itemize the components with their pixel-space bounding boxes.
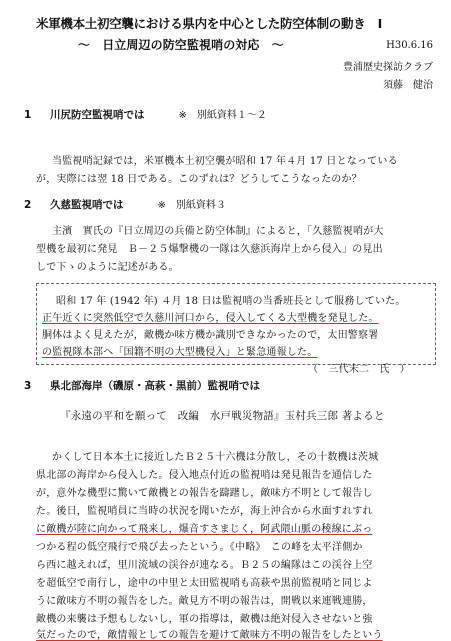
document-title: 米軍機本土初空襲における県内を中心とした防空体制の動き Ⅰ <box>36 16 382 31</box>
section-2-line: 型機を最初に発見 Ｂ－２５爆撃機の一隊は久慈浜海岸上から侵入」の見出 <box>36 244 383 255</box>
section-3-line: かくして日本本土に接近したＢ２５十六機は分散し，その十数機は茨城 <box>52 452 379 463</box>
section-1-heading <box>24 106 267 122</box>
document-date: H30.6.16 <box>386 40 433 51</box>
section-title: 川尻防空監視哨では <box>50 109 145 121</box>
quote-line: の監視隊本部へ「国籍不明の大型機侵入」と緊急通報した。 <box>42 347 318 358</box>
section-number: 2 <box>24 199 32 211</box>
section-reference: ※ 別紙資料３ <box>157 200 226 211</box>
section-number: 3 <box>24 380 32 392</box>
section-3-line: 敵機の来襲は予想もしないし，軍の指導は，敵機は絶対侵入させないと強 <box>36 614 373 625</box>
section-3-line: に敵機が陸に向かって飛来し，爆音すさまじく，阿武隈山脈の稜線にぶっ <box>36 524 373 535</box>
section-1-line: が，実際には翌 18 日である。このずれは？どうしてこうなったのか？ <box>36 174 362 185</box>
section-3-line: つかる程の低空飛行で飛び去ったという。《中略》 この峰を太平洋側か <box>36 542 363 553</box>
section-3-line: ら西に越えれば，里川流域の渓谷が連なる。Ｂ２５の編隊はこの渓谷上空 <box>36 560 373 571</box>
quote-line: 昭和 17 年 (1942 年) ４月 18 日は監視哨の当番班長として服務していた。 <box>56 296 406 307</box>
section-title: 県北部海岸（磯原・高萩・黒前）監視哨では <box>50 380 260 392</box>
section-3-line: うに敵味方不明の報告をした。敵見方不明の報告は，開戦以来連戦連勝， <box>36 596 373 607</box>
section-3-heading <box>24 378 260 393</box>
section-title: 久慈監視哨では <box>50 199 124 211</box>
section-number: 1 <box>24 109 32 121</box>
author-name: 須藤 健治 <box>383 80 433 91</box>
section-3-line: た。後日，監視哨員に当時の状況を聞いたが，海上沖合から水面すれすれ <box>36 506 373 517</box>
quote-attribution: （ 三代末二 氏 ） <box>308 364 410 375</box>
quote-line: 正午近くに突然低空で久慈川河口から，侵入してくる大型機を発見した。 <box>42 313 379 324</box>
document-subtitle: ～ 日立周辺の防空監視哨の対応 ～ <box>78 38 284 52</box>
quote-line-part: 胴体はよく見えたが，敵機か味方機か識別できなかったので，太田警察署 <box>42 330 379 341</box>
source-citation: 『永遠の平和を願って 改編 水戸戦災物語』玉村兵三郎 著よると <box>60 410 385 422</box>
section-3-line: を超低空で南行し，途中の中里と太田監視哨も高萩や黒前監視哨と同じよ <box>36 578 373 589</box>
section-3-line: が，意外な機型に驚いて敵機との報告を躊躇し，敵味方不明として報告し <box>36 488 373 499</box>
section-2-line: しで下ゝのように記述がある。 <box>36 262 179 273</box>
quote-line <box>42 326 378 341</box>
section-3-line: 気だったので，敵情報としての報告を避けて敵味方不明の報告をしたという <box>36 630 383 641</box>
section-3-line: 県北部の海岸から侵入した。侵入地点付近の監視哨は発見報告を通信した <box>36 470 373 481</box>
section-reference: ※ 別紙資料１～２ <box>178 110 267 121</box>
author-club: 豊浦歴史探訪クラブ <box>343 62 433 73</box>
section-2-line: 主濱 實氏の『日立周辺の兵備と防空体制』によると，「久慈監視哨が大 <box>52 226 384 237</box>
section-2-heading <box>24 196 226 212</box>
section-1-line: 当監視哨記録では，米軍機本土初空襲が昭和 17 年４月 17 日となっている <box>52 156 398 167</box>
